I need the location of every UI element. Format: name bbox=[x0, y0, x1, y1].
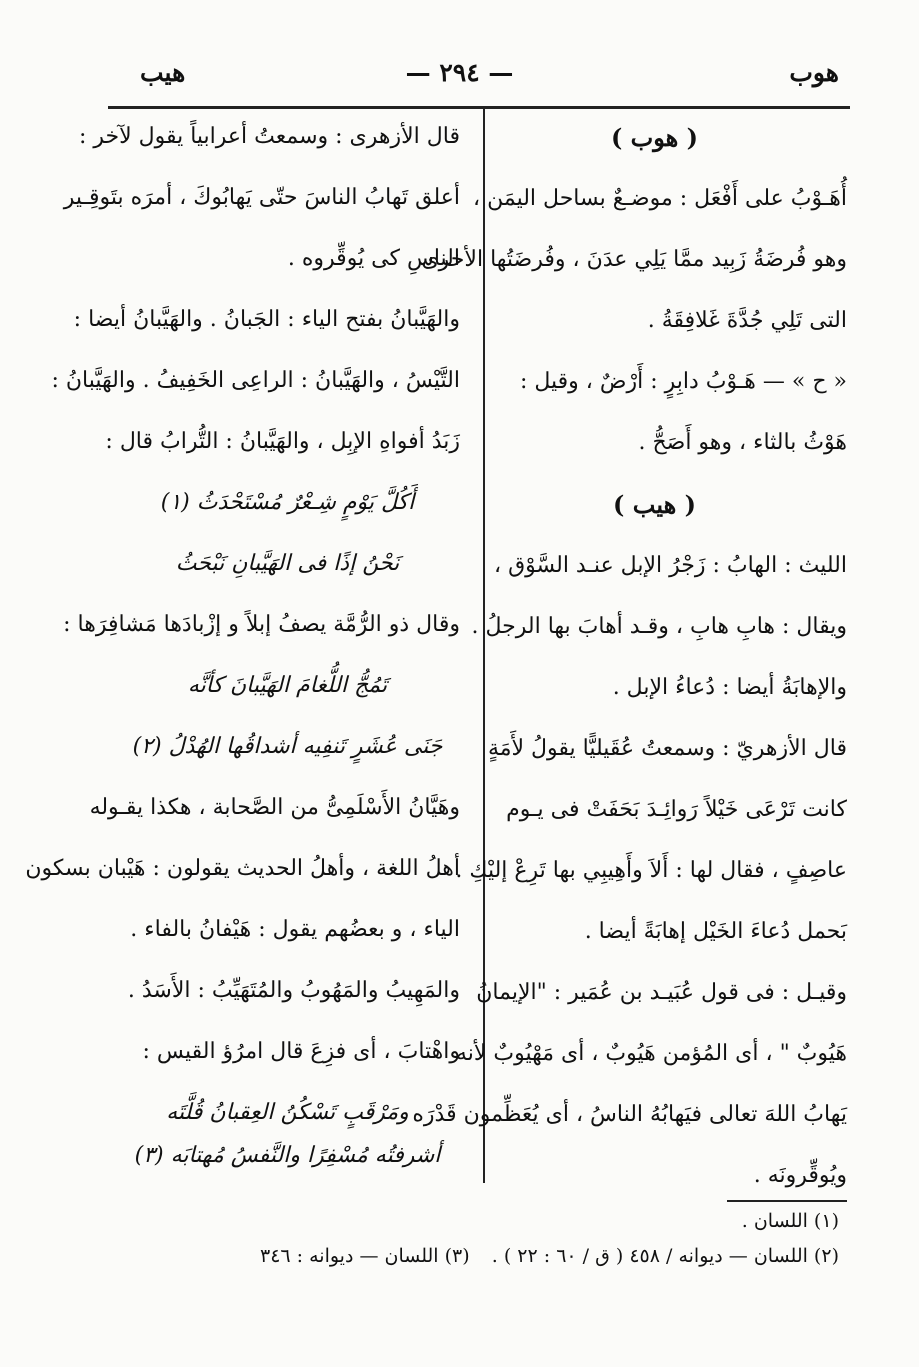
text-line: ويقال : هابِ هابِ ، وقـد أهابَ بها الرجلُ . bbox=[471, 614, 847, 639]
verse-line: نَحْنُ إذًا فى الهَيَّبانِ نَبْحَثُ bbox=[175, 551, 400, 576]
footnote-2: (٢) اللسان — ديوانه / ٤٥٨ ( ق / ٦٠ : ٢٢ ) . bbox=[491, 1245, 839, 1267]
entry-heading-hyb: ( هيب ) bbox=[613, 490, 696, 519]
text-line: وقال ذو الرُّمَّة يصفُ إبلاً و إزْبادَها مَشافِرَها : bbox=[63, 612, 460, 637]
verse-line: أَكُلَّ يَوْمٍ شِـعْرٌ مُسْتَحْدَثُ (١) bbox=[160, 490, 415, 515]
text-line: وقيـل : فى قول عُبَيـد بن عُمَير : "الإيمانُ bbox=[476, 980, 847, 1005]
text-line: واهْتابَ ، أى فزِعَ قال امرُؤ القيس : bbox=[142, 1039, 460, 1064]
page-number: — ٢٩٤ — bbox=[405, 58, 514, 87]
text-line: قال الأزهريّ : وسمعتُ عُقَيليًّا يقولُ لأَمَةٍ bbox=[487, 736, 847, 761]
footnote-rule bbox=[727, 1200, 847, 1202]
verse-line: أشرفتُه مُسْفِرًا والنَّفسُ مُهتابَه (٣) bbox=[134, 1143, 441, 1168]
text-line: الليث : الهابُ : زَجْرُ الإبل عنـد السَّوْق ، bbox=[493, 553, 847, 578]
header-rule bbox=[108, 106, 850, 109]
text-line: قال الأزهرى : وسمعتُ أعرابياً يقول لآخر : bbox=[78, 124, 460, 149]
entry-heading-hwb: ( هوب ) bbox=[610, 123, 699, 152]
text-line: وهو فُرضَةُ زَبِيد ممَّا يَلِي عدَنَ ، وفُرضَتُها الأخرى bbox=[421, 247, 847, 272]
left-column bbox=[25, 120, 460, 1200]
text-line: « ح » — هَـوْبُ دابِرٍ : أَرْضٌ ، وقيل : bbox=[519, 369, 847, 394]
text-line: التى تَلِي جُدَّةَ غَلافِقَةُ . bbox=[647, 308, 847, 333]
footnote-1: (١) اللسان . bbox=[741, 1210, 839, 1232]
text-line: والمَهِيبُ والمَهُوبُ والمُتَهَيِّبُ : الأَسَدُ . bbox=[127, 978, 460, 1003]
text-line: والهَيَّبانُ بفتح الياء : الجَبانُ . والهَيَّبانُ أيضا : bbox=[73, 307, 460, 332]
text-line: بَحمل دُعاءَ الخَيْل إهابَةً أيضا . bbox=[584, 919, 847, 944]
text-line: كانت تَرْعَى خَيْلاً رَوائِـدَ بَحَفَتْ فى يـوم bbox=[506, 797, 847, 822]
text-line: ويُوقِّرونَه . bbox=[753, 1163, 847, 1188]
verse-line: جَنَى عُشَرٍ تَنفِيه أشداقُها الهُدْلُ (٢) bbox=[132, 734, 443, 759]
text-line: التَّيْسُ ، والهَيَّبانُ : الراعِى الخَفِيفُ . والهَيَّبانُ : bbox=[51, 368, 460, 393]
text-line: أُهَـوْبُ على أَفْعَل : موضـعٌ بساحل اليمَن ، bbox=[473, 186, 847, 211]
text-line: هَوْثُ بالثاء ، وهو أَصَحُّ . bbox=[638, 430, 847, 455]
footnote-3: (٣) اللسان — ديوانه : ٣٤٦ bbox=[260, 1245, 470, 1267]
running-head-right: هوب bbox=[789, 58, 839, 87]
text-line: هَيُوبٌ " ، أى المُؤمن هَيُوبٌ ، أى مَهْيُوبٌ لأنه bbox=[455, 1041, 847, 1066]
text-line: الياء ، و بعضُهم يقول : هَيْفانُ بالفاء . bbox=[130, 917, 460, 942]
text-line: يَهابُ اللهَ تعالى فيَهابُهُ الناسُ ، أى يُعَظِّمون قَدْرَه bbox=[412, 1102, 847, 1127]
text-line: عاصِفٍ ، فقال لها : أَلاَ وأَهِيبِي بها تَرِعْ إليْكِ . bbox=[455, 858, 847, 883]
running-head-left: هيب bbox=[140, 58, 186, 87]
text-line: وهَيَّانُ الأَسْلَمِىُّ من الصَّحابة ، هكذا يقـوله bbox=[89, 795, 460, 820]
text-line: الناسِ كى يُوقِّروه . bbox=[287, 246, 460, 271]
verse-line: ومَرْقَبٍ تَسْكُنُ العِقبانُ قُلَّتَه bbox=[166, 1100, 409, 1125]
text-line: زَبَدُ أفواهِ الإبِل ، والهَيَّبانُ : التُّرابُ قال : bbox=[105, 429, 460, 454]
text-line: أهلُ اللغة ، وأهلُ الحديث يقولون : هَيْبان بسكون bbox=[25, 856, 460, 881]
right-column bbox=[412, 120, 847, 1220]
text-line: أعلق تَهابُ الناسَ حتّى يَهابُوكَ ، أمرَه بتَوقِـير bbox=[63, 185, 460, 210]
verse-line: تَمُجُّ اللُّغامَ الهَيَّبانَ كأنَّه bbox=[187, 673, 388, 698]
text-line: والإهابَةُ أيضا : دُعاءُ الإبل . bbox=[612, 675, 847, 700]
